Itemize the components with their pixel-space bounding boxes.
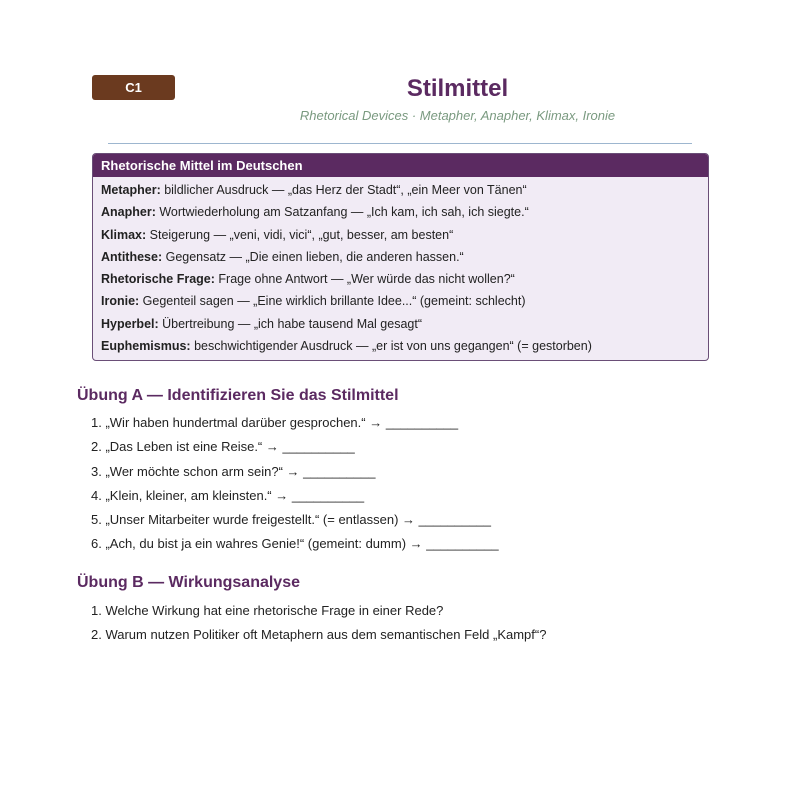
device-term: Metapher: (101, 183, 161, 197)
page-subtitle: Rhetorical Devices · Metapher, Anapher, Klimax, Ironie (299, 108, 616, 123)
device-description: bildlicher Ausdruck — „das Herz der Stadt“, „ein Meer von Tänen“ (160, 183, 527, 197)
device-description: beschwichtigender Ausdruck — „er ist von uns gegangen“ (= gestorben) (190, 339, 592, 354)
page-title: Stilmittel (406, 75, 509, 102)
header-divider (108, 143, 692, 144)
devices-list (93, 177, 708, 360)
device-description: Wortwiederholung am Satzanfang — „Ich kam, ich sah, ich siegte.“ (155, 205, 529, 220)
level-badge: C1 (92, 75, 175, 100)
device-row (93, 179, 708, 201)
exercise-a-item: 2. „Das Leben ist eine Reise.“ → __________ (91, 439, 355, 455)
device-term: Klimax: (101, 227, 147, 242)
device-row (93, 335, 708, 357)
device-term: Hyperbel: (101, 316, 159, 331)
exercise-a-item: 3. „Wer möchte schon arm sein?“ → __________ (91, 463, 376, 479)
device-row (93, 313, 708, 335)
device-term: Euphemismus: (101, 339, 191, 354)
device-term: Ironie: (101, 294, 140, 309)
device-row (93, 246, 708, 268)
device-row (93, 290, 708, 312)
exercise-b-item: 1. Welche Wirkung hat eine rhetorische Frage in einer Rede? (91, 603, 444, 618)
device-row (93, 268, 708, 290)
device-term: Anapher: (101, 205, 156, 220)
device-term: Rhetorische Frage: (101, 272, 215, 287)
device-description: Gegensatz — „Die einen lieben, die anderen hassen.“ (162, 249, 464, 264)
device-row (93, 201, 708, 223)
device-description: Frage ohne Antwort — „Wer würde das nicht wollen?“ (214, 272, 515, 287)
device-description: Steigerung — „veni, vidi, vici“, „gut, besser, am besten“ (146, 227, 454, 242)
exercise-a-item: 4. „Klein, kleiner, am kleinsten.“ → __________ (91, 487, 365, 503)
exercise-a-title: Übung A — Identifizieren Sie das Stilmittel (77, 387, 399, 404)
devices-box (92, 153, 709, 361)
device-description: Übertreibung — „ich habe tausend Mal gesagt“ (158, 316, 422, 331)
device-term: Antithese: (101, 249, 163, 264)
exercise-b-title: Übung B — Wirkungsanalyse (77, 574, 300, 591)
exercise-b-list (91, 599, 711, 648)
devices-box-heading: Rhetorische Mittel im Deutschen (93, 154, 708, 177)
exercise-b-item: 2. Warum nutzen Politiker oft Metaphern aus dem semantischen Feld „Kampf“? (91, 627, 547, 643)
device-description: Gegenteil sagen — „Eine wirklich brillante Idee...“ (gemeint: schlecht) (139, 294, 526, 309)
exercise-a-item: 6. „Ach, du bist ja ein wahres Genie!“ (gemeint: dumm) → __________ (91, 536, 499, 552)
exercise-a-item: 5. „Unser Mitarbeiter wurde freigestellt.“ (= entlassen) → __________ (91, 512, 491, 528)
device-row (93, 224, 708, 246)
exercise-a-list (91, 411, 711, 557)
exercise-a-item: 1. „Wir haben hundertmal darüber gesprochen.“ → __________ (91, 415, 459, 430)
